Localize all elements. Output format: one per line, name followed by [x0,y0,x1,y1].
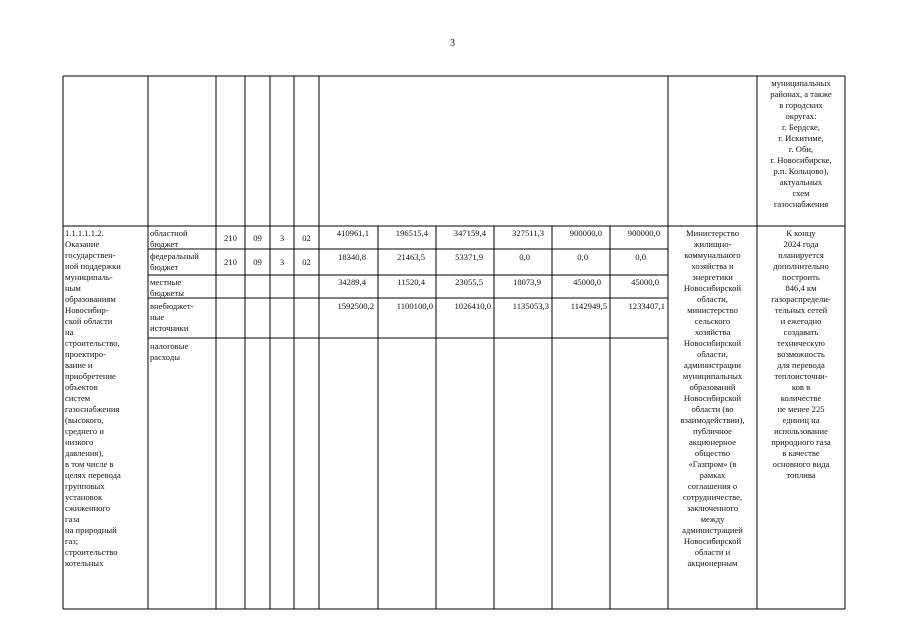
source-label-federal: федеральный бюджет [150,251,199,272]
value-cell: 1592500,2 [337,301,374,311]
value-cell: 0,0 [519,252,530,262]
code-gp: 3 [279,233,285,243]
page-number: 3 [450,38,455,49]
value-cell: 1142949,5 [570,301,607,311]
source-label-regional: областной бюджет [150,228,188,249]
value-cell: 1100100,0 [396,301,433,311]
code-rzpr: 09 [253,257,262,267]
value-cell: 21463,5 [397,252,425,262]
code-grbs: 210 [224,257,237,267]
value-cell: 18340,8 [338,252,366,262]
code-rzpr: 09 [253,233,262,243]
value-cell: 34289,4 [338,277,366,287]
code-grbs: 210 [224,233,237,243]
value-cell: 196515,4 [395,228,428,238]
code-pp: 02 [302,257,311,267]
value-cell: 1233407,1 [628,301,665,311]
source-label-local: местные бюджеты [150,277,184,298]
value-cell: 18073,9 [513,277,541,287]
source-label-extrabudget: внебюджет- ные источники [150,301,194,333]
code-pp: 02 [302,233,311,243]
value-cell: 1026410,0 [454,301,491,311]
value-cell: 900000,0 [569,228,602,238]
source-label-tax: налоговые расходы [150,341,189,362]
code-gp: 3 [279,257,285,267]
value-cell: 410961,1 [336,228,369,238]
measure-name: 1.1.1.1.1.2. Оказание государствен- ной поддержки муниципаль- ным образованиям Новосибир- ской области на строительство, проектиро- вание и приобретение объектов систем газоснабжения (высокого, среднего и низкого давления), в том числе в целях перевода групповых установок сжиженного газа на природный газ; строительство котельных [65,228,121,568]
value-cell: 0,0 [635,252,646,262]
value-cell: 327511,3 [512,228,544,238]
result-text: К концу 2024 года планируется дополнительно построить 846,4 км газораспредели- тельных сетей и ежегодно создавать техническую возможность для перевода теплоисточни- ков в количестве не менее 225 единиц на использование природного газа в качестве основного вида топлива [771,228,831,480]
value-cell: 45000,0 [631,277,659,287]
value-cell: 0,0 [577,252,588,262]
value-cell: 1135053,3 [512,301,549,311]
executor-text: Министерство жилищно- коммунального хозяйства и энергетики Новосибирской области, министерство сельского хозяйства Новосибирской области, администрации муниципальных образований Новосибирской области (во взаимодействии), публичное акционерное общество «Газпром» (в рамках соглашения о сотрудничестве, заключенного между администрацией Новосибирской области и акционерным [680,228,745,568]
value-cell: 45000,0 [573,277,601,287]
value-cell: 347159,4 [453,228,486,238]
value-cell: 53371,9 [455,252,483,262]
value-cell: 23055,5 [455,277,483,287]
top-result-text: муниципальных районах, а также в городских округах: г. Бердске, г. Искитиме, г. Оби, г. Новосибирске, р.п. Кольцово), актуальных схем газоснабжения [770,78,832,209]
value-cell: 900000,0 [627,228,660,238]
value-cell: 11520,4 [397,277,425,287]
